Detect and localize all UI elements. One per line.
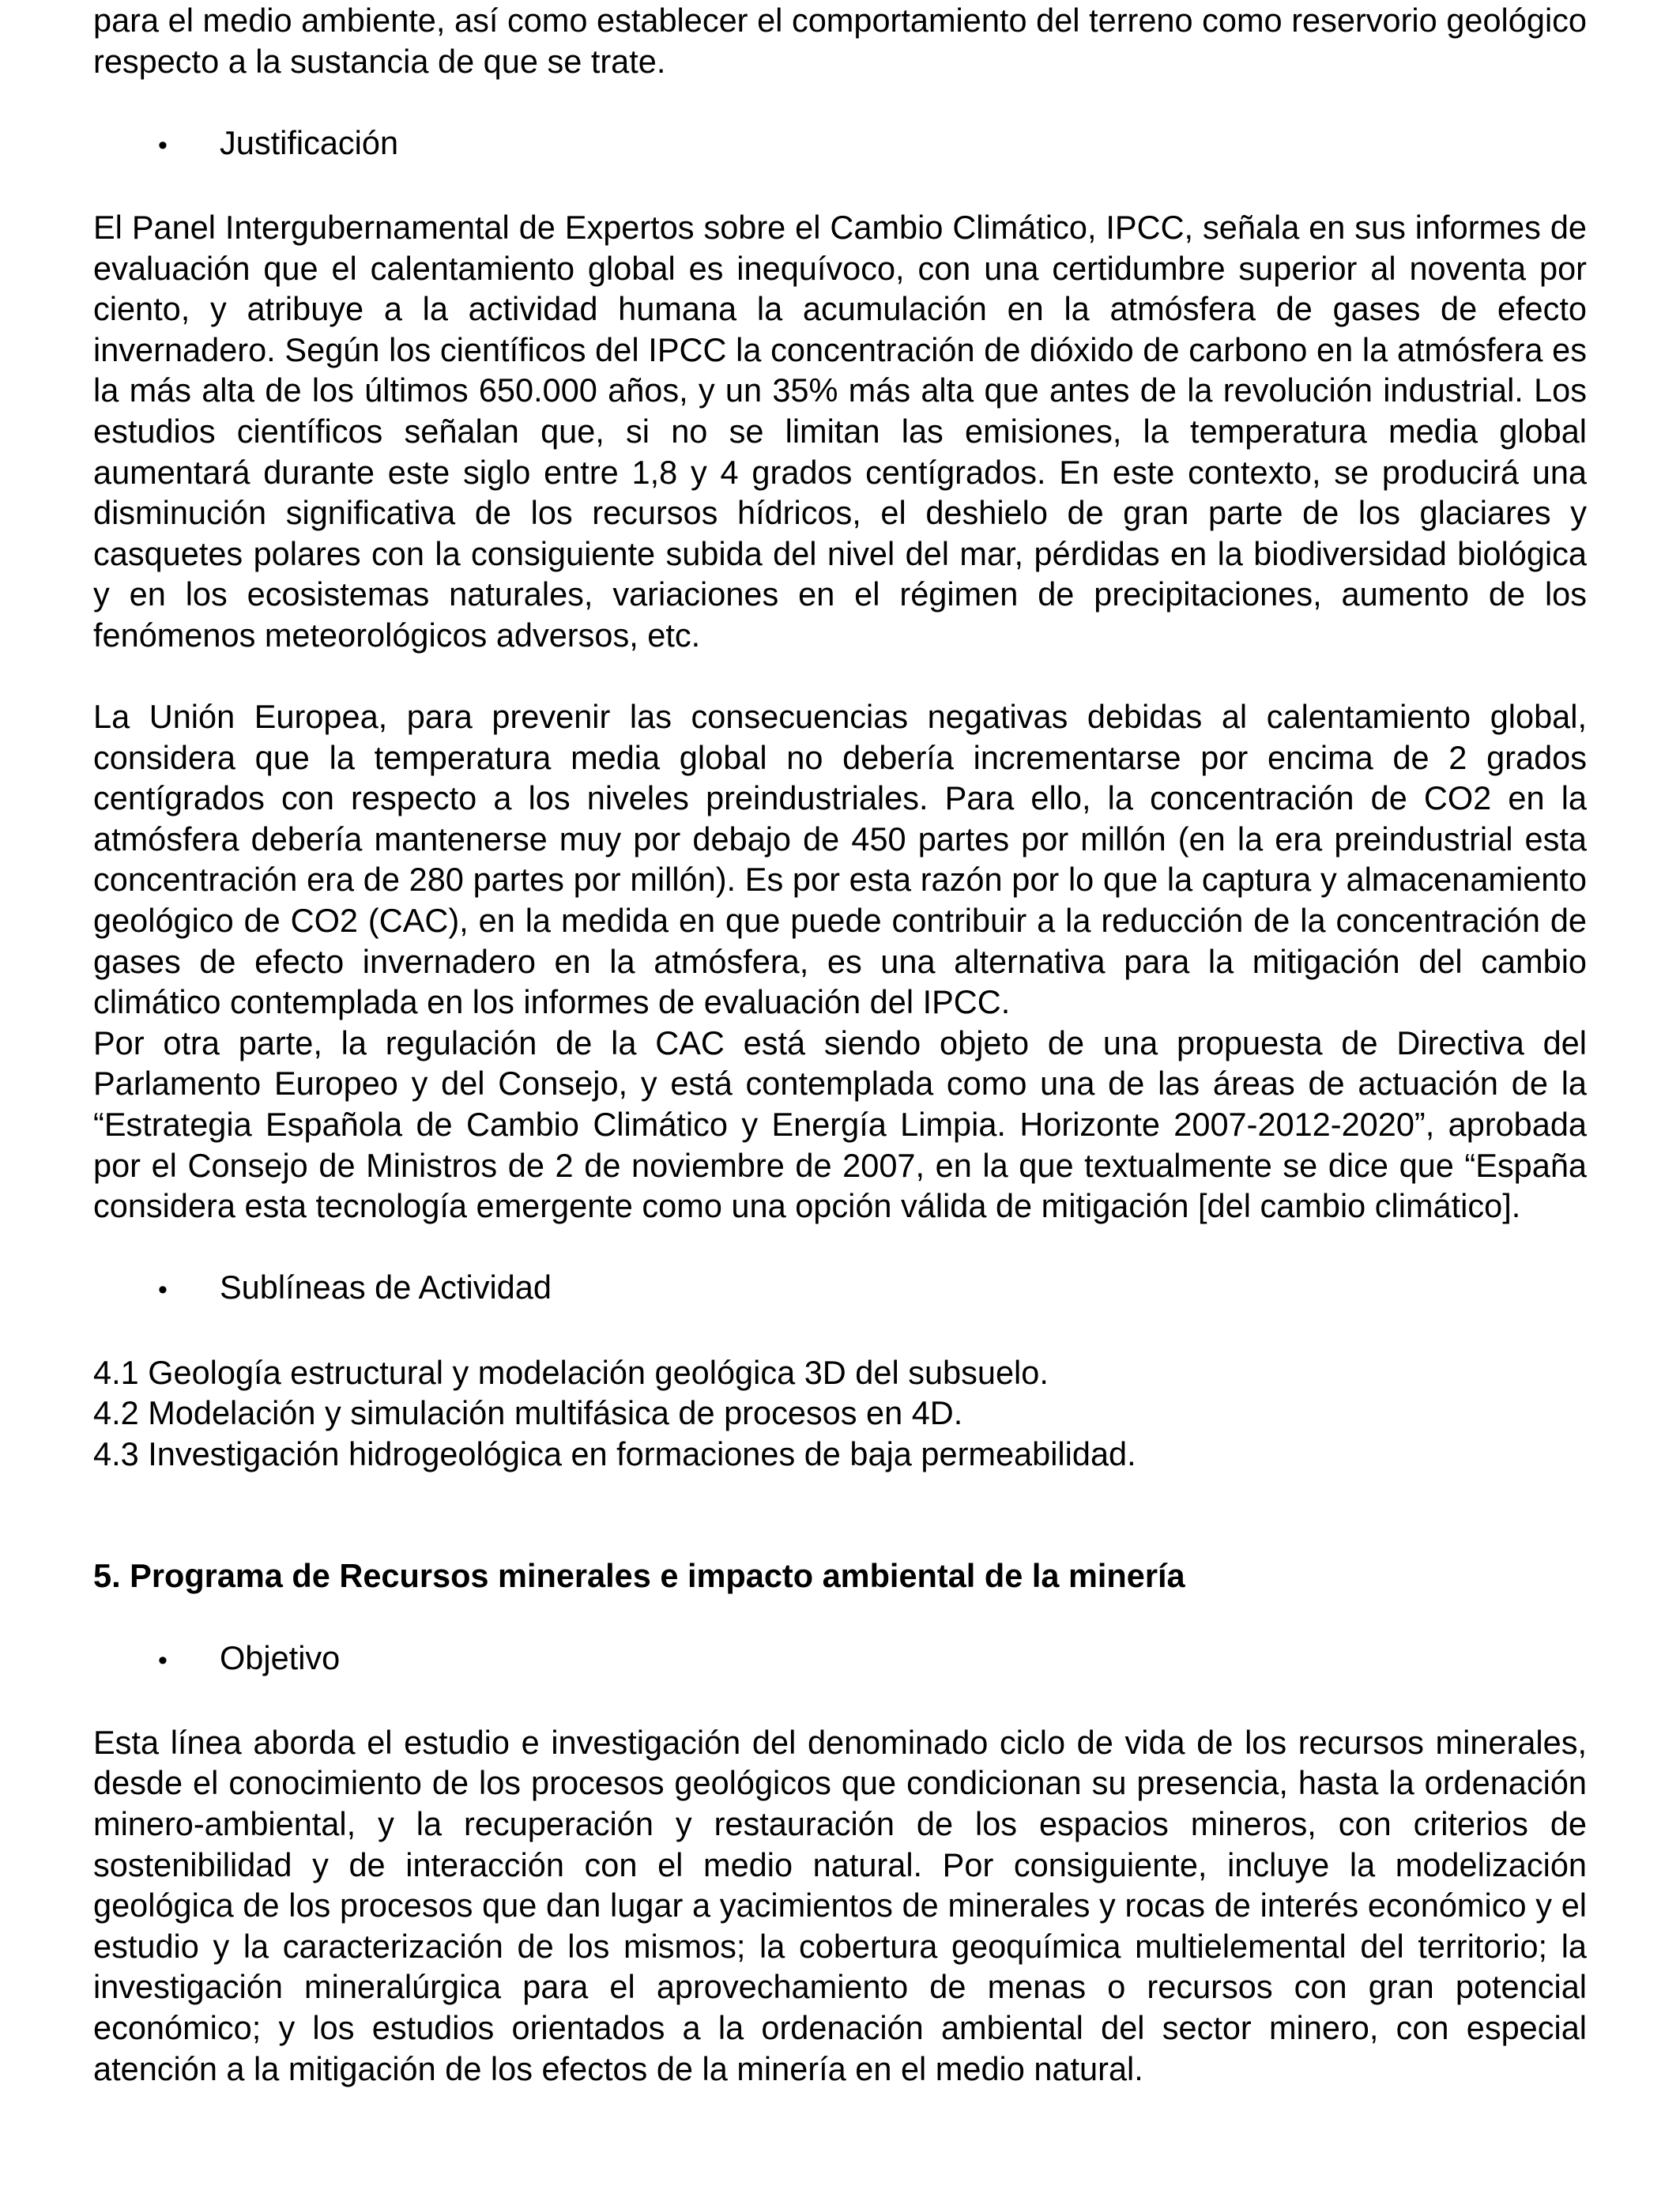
list-item: 4.1 Geología estructural y modelación geológica 3D del subsuelo.	[93, 1353, 1049, 1391]
sublineas-list	[93, 1352, 1587, 1475]
ipcc-paragraph: El Panel Intergubernamental de Expertos sobre el Cambio Climático, IPCC, señala en sus informes de evaluación que el calentamiento global es inequívoco, con una certidumbre superior al noventa por ciento, y atribuye a la actividad humana la acumulación en la atmósfera de gases de efecto invernadero. Según los científicos del IPCC la concentración de dióxido de carbono en la atmósfera es la más alta de los últimos 650.000 años, y un 35% más alta que antes de la revolución industrial. Los estudios científicos señalan que, si no se limitan las emisiones, la temperatura media global aumentará durante este siglo entre 1,8 y 4 grados centígrados. En este contexto, se producirá una disminución significativa de los recursos hídricos, el deshielo de gran parte de los glaciares y casquetes polares con la consiguiente subida del nivel del mar, pérdidas en la biodiversidad biológica y en los ecosistemas naturales, variaciones en el régimen de precipitaciones, aumento de los fenómenos meteorológicos adversos, etc.	[93, 208, 1587, 654]
bullet-justificacion	[93, 123, 1587, 167]
ue-paragraph: La Unión Europea, para prevenir las consecuencias negativas debidas al calentamiento global, considera que la temperatura media global no debería incrementarse por encima de 2 grados centígrados con respecto a los niveles preindustriales. Para ello, la concentración de CO2 en la atmósfera debería mantenerse muy por debajo de 450 partes por millón (en la era preindustrial esta concentración era de 280 partes por millón). Es por esta razón por lo que la captura y almacenamiento geológico de CO2 (CAC), en la medida en que puede contribuir a la reducción de la concentración de gases de efecto invernadero en la atmósfera, es una alternativa para la mitigación del cambio climático contemplada en los informes de evaluación del IPCC.	[93, 698, 1587, 1021]
bullet-sublineas	[93, 1267, 1587, 1311]
bullet-label: Justificación	[220, 123, 399, 161]
bullet-objetivo	[93, 1638, 1587, 1682]
list-item: 4.3 Investigación hidrogeológica en formaciones de baja permeabilidad.	[93, 1434, 1136, 1472]
bullet-label: Objetivo	[220, 1638, 341, 1676]
intro-tail-paragraph: para el medio ambiente, así como establecer el comportamiento del terreno como reservorio geológico respecto a la sustancia de que se trate.	[93, 2, 1587, 80]
document-page	[93, 0, 1587, 2089]
bullet-icon: •	[158, 130, 168, 160]
section-heading: 5. Programa de Recursos minerales e impacto ambiental de la minería	[93, 1557, 1185, 1595]
bullet-icon: •	[158, 1275, 168, 1306]
ciclo-vida-paragraph: Esta línea aborda el estudio e investigación del denominado ciclo de vida de los recursos minerales, desde el conocimiento de los procesos geológicos que condicionan su presencia, hasta la ordenación minero-ambiental, y la recuperación y restauración de los espacios mineros, con criterios de sostenibilidad y de interacción con el medio natural. Por consiguiente, incluye la modelización geológica de los procesos que dan lugar a yacimientos de minerales y rocas de interés económico y el estudio y la caracterización de los mismos; la cobertura geoquímica multielemental del territorio; la investigación mineralúrgica para el aprovechamiento de menas o recursos con gran potencial económico; y los estudios orientados a la ordenación ambiental del sector minero, con especial atención a la mitigación de los efectos de la minería en el medio natural.	[93, 1723, 1587, 2087]
regulacion-paragraph: Por otra parte, la regulación de la CAC está siendo objeto de una propuesta de Directiva del Parlamento Europeo y del Consejo, y está contemplada como una de las áreas de actuación de la “Estrategia Española de Cambio Climático y Energía Limpia. Horizonte 2007-2012-2020”, aprobada por el Consejo de Ministros de 2 de noviembre de 2007, en la que textualmente se dice que “España considera esta tecnología emergente como una opción válida de mitigación [del cambio climático].	[93, 1023, 1587, 1225]
list-item: 4.2 Modelación y simulación multifásica de procesos en 4D.	[93, 1394, 963, 1432]
bullet-icon: •	[158, 1645, 168, 1676]
bullet-label: Sublíneas de Actividad	[220, 1269, 552, 1306]
